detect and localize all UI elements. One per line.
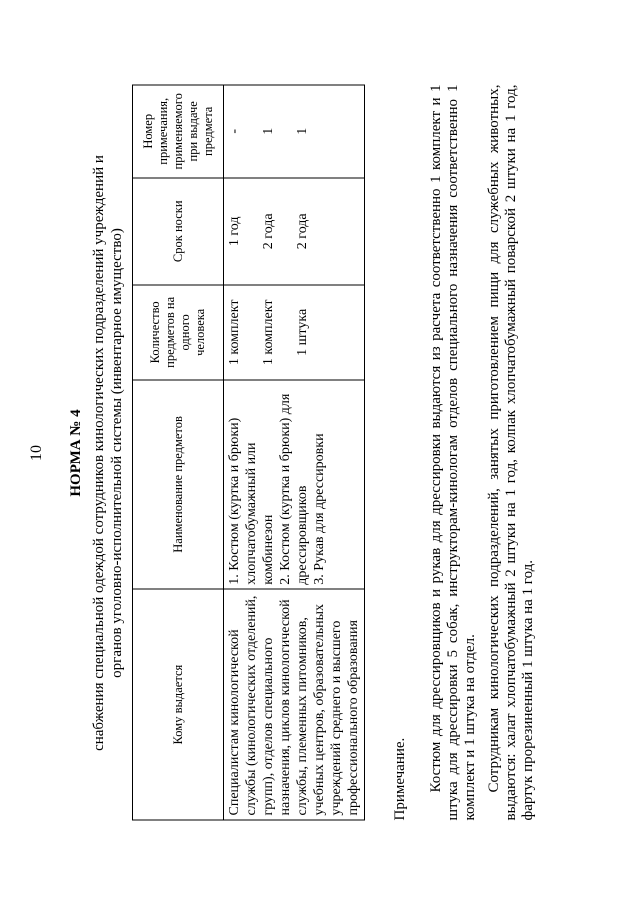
header-wear-term: Срок носки — [133, 177, 224, 284]
item-note-number: - — [227, 128, 242, 134]
page-number: 10 — [28, 444, 45, 461]
item-quantity: 1 штука — [295, 308, 310, 356]
item-quantity: 1 комплект — [227, 299, 242, 365]
item-note-number: 1 — [261, 127, 276, 135]
note-paragraph-1: Костюм для дрессировщиков и рукав для дрессировки выдаются из расчета соответственно 1 комплект и 1 штука для дрессировки 5 собак, инструкторам-кинологам отделов специального назначения соответственно 1 комплект и 1 штука на отдел. — [428, 84, 478, 820]
table-row — [224, 85, 365, 820]
item-names-cell — [224, 379, 365, 589]
header-quantity: Количество предметов на одного человека — [133, 285, 224, 380]
item-name: 3. Рукав для дрессировки — [312, 432, 327, 585]
item-term: 2 года — [295, 212, 310, 249]
header-recipient: Кому выдается — [133, 589, 224, 820]
header-item-name: Наименование предметов — [133, 379, 224, 589]
note-label: Примечание. — [392, 737, 408, 820]
quantity-cell — [224, 285, 365, 380]
note-number-cell — [224, 85, 365, 178]
term-cell — [224, 177, 365, 284]
note-paragraph-2: Сотрудникам кинологических подразделений, занятых приготовлением пищи для служебных животных, выдаются: халат хлопчатобумажный 2 штуки на 1 год, колпак хлопчатобумажный поварской 2 штуки на 1 год, фартук прорезиненный 1 штука на 1 год. — [486, 84, 536, 820]
recipient-cell: Специалистам кинологической службы (кинологических отделений, групп), отделов специального назначения, циклов кинологической службы, племенных питомников, учебных центров, образовательных учреждений среднего и высшего профессионального образования — [224, 589, 365, 820]
item-term: 2 года — [261, 212, 276, 249]
item-term: 1 год — [227, 215, 242, 246]
norm-subtitle: снабжения специальной одеждой сотрудников кинологических подразделений учреждений и органов уголовно-исполнительной системы (инвентарное имущество) — [91, 154, 125, 751]
header-note-number: Номер примечания, применяемого при выдаче предмета — [133, 85, 224, 178]
item-quantity: 1 комплект — [261, 299, 276, 365]
norm-table — [132, 84, 365, 820]
item-name: 1. Костюм (куртка и брюки) хлопчатобумажный или комбинезон — [227, 417, 276, 585]
norm-title: НОРМА № 4 — [68, 408, 84, 497]
item-note-number: 1 — [295, 127, 310, 135]
item-name: 2. Костюм (куртка и брюки) для дрессировщиков — [278, 393, 310, 585]
table-header-row — [133, 85, 224, 820]
